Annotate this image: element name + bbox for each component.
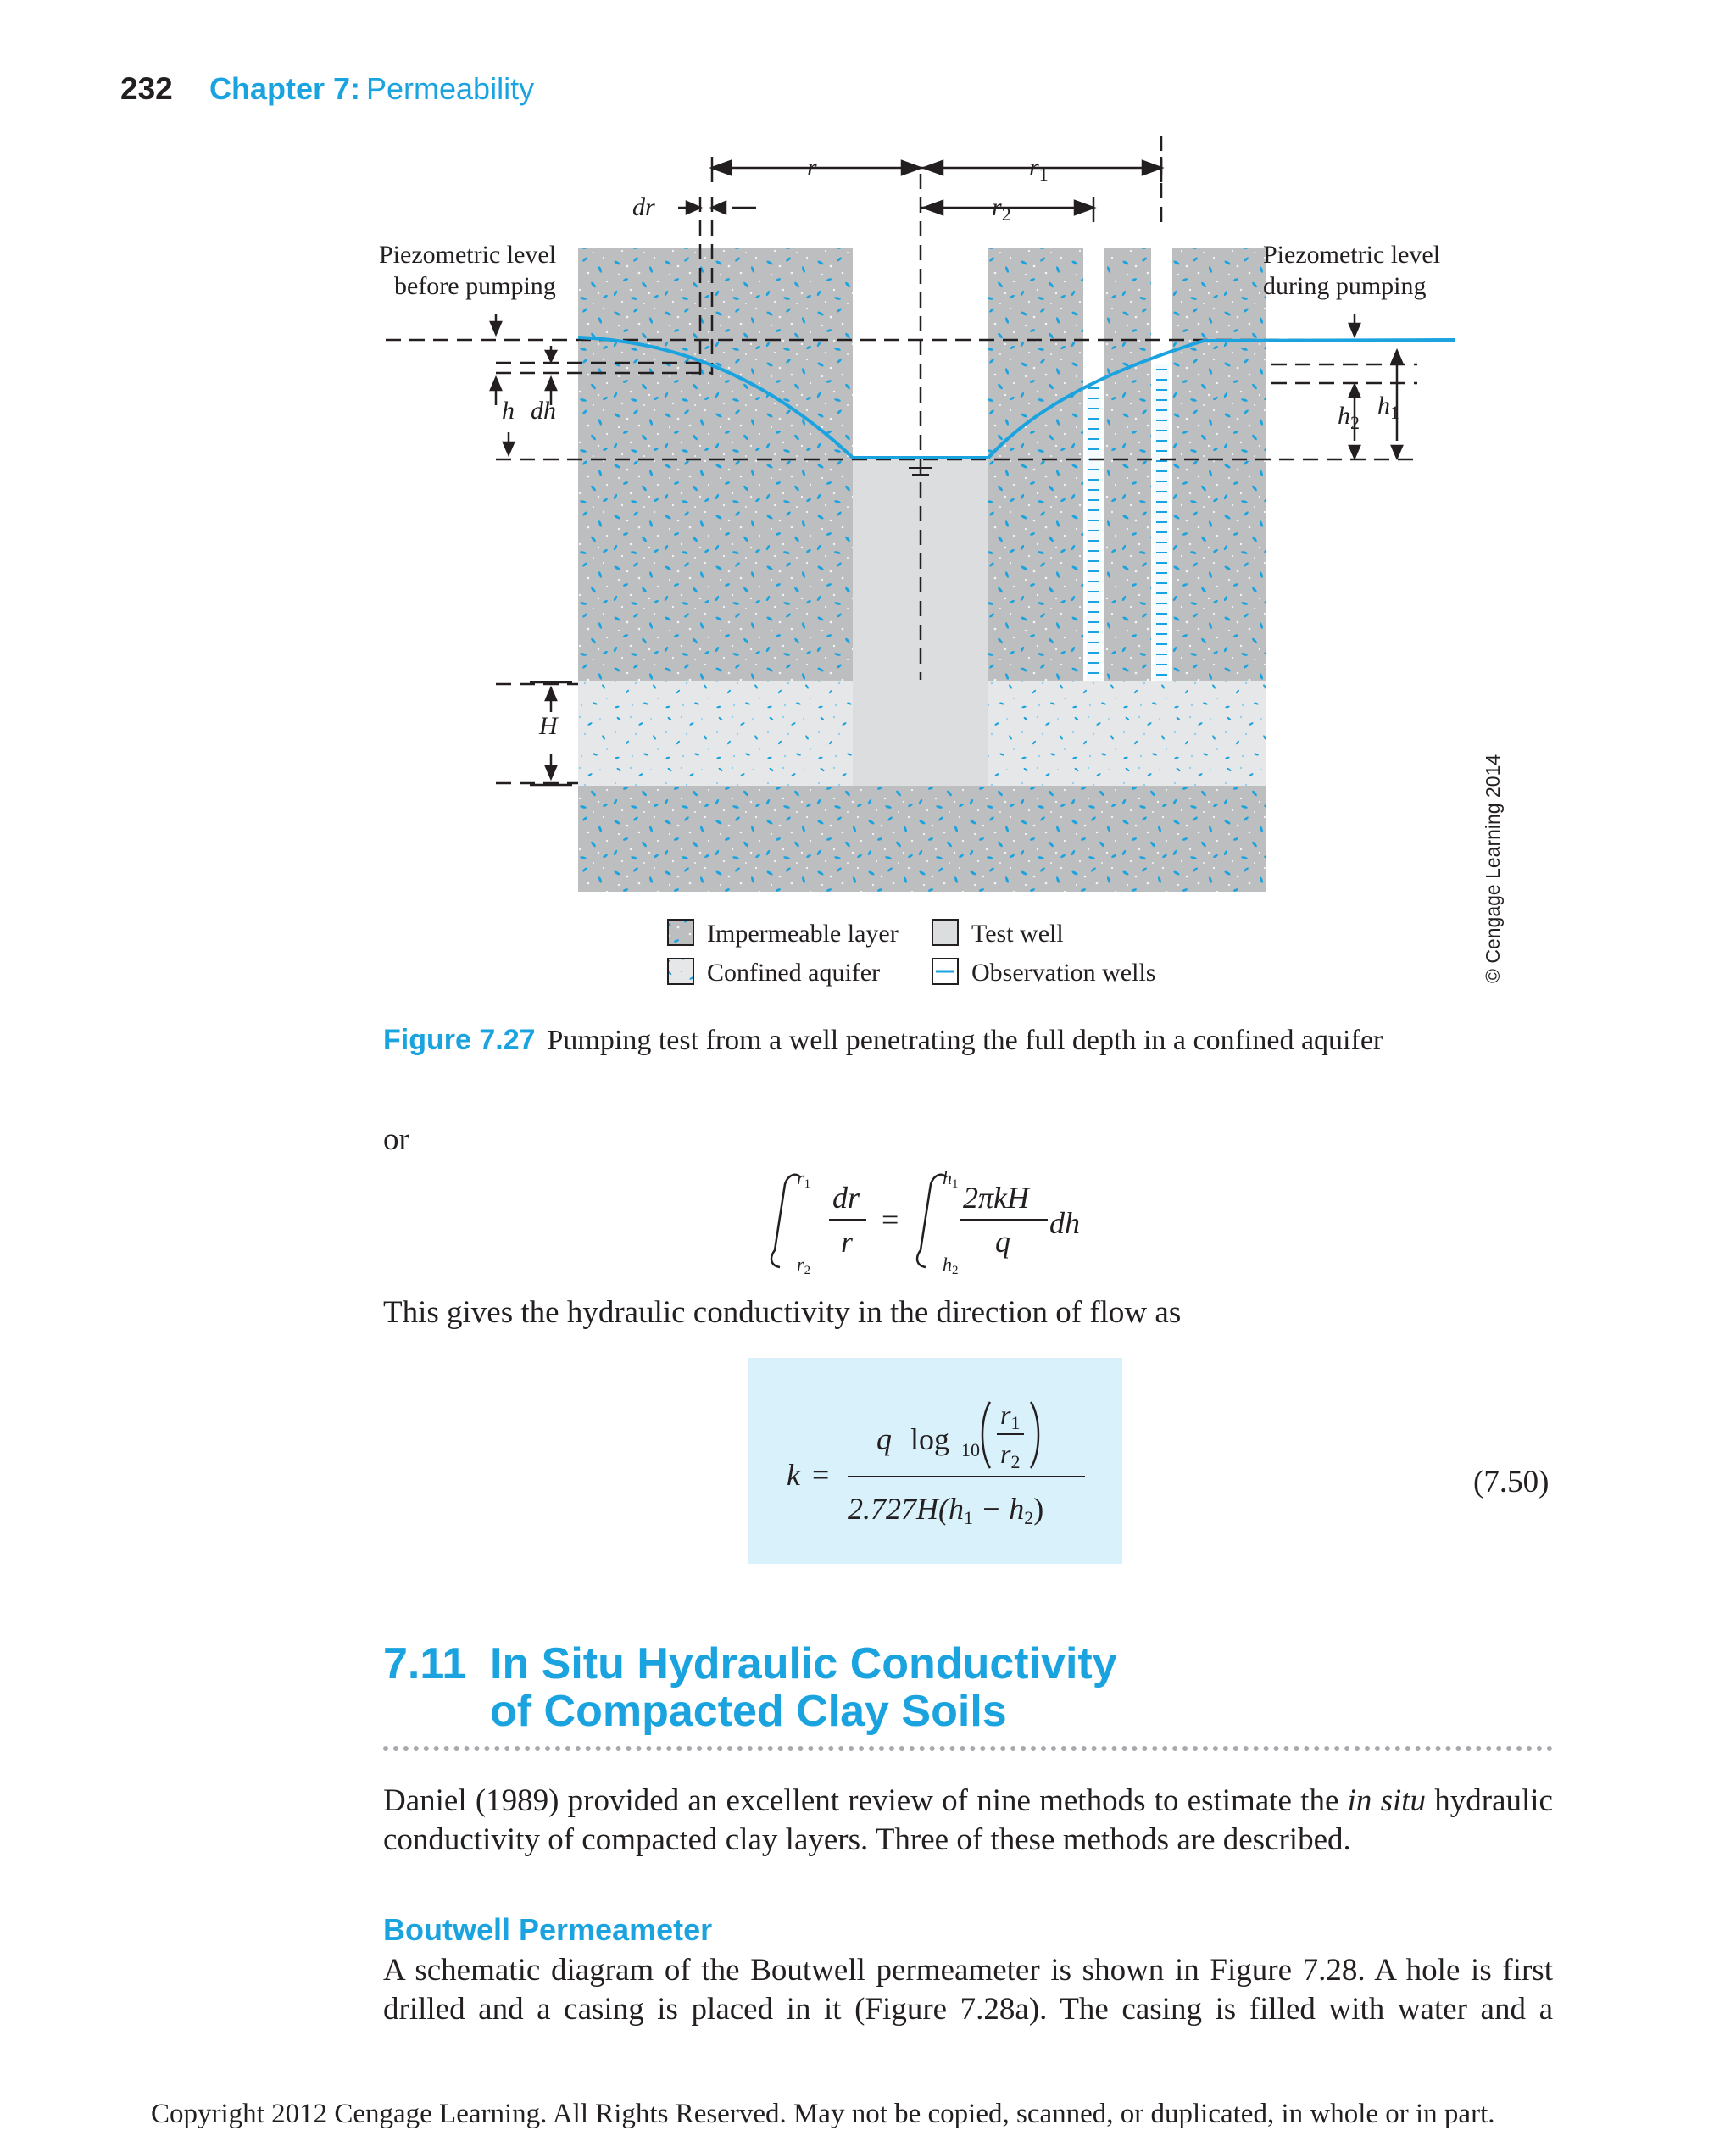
label-r1: $r_1$ [1029,153,1049,185]
label-h1: $h_1$ [1377,392,1399,423]
svg-text:2.727H(h1 − h2): 2.727H(h1 − h2) [848,1492,1044,1528]
section-title-line-2: of Compacted Clay Soils [490,1687,1007,1736]
label-dh: dh [531,397,556,425]
label-H: H [539,712,558,740]
paragraph-daniel: Daniel (1989) provided an excellent review of nine methods to estimate the in situ hydraulic conductivity of compacted clay layers. Three of these methods are described. [383,1783,1553,1857]
section-title-line-1: In Situ Hydraulic Conductivity [490,1639,1117,1688]
figure-caption [383,1024,1383,1057]
legend-label-observation: Observation wells [971,959,1156,987]
k-equation [748,1358,1122,1564]
equation-number: (7.50) [1473,1465,1550,1499]
svg-text:h2: h2 [943,1254,959,1276]
label-r: r [807,153,817,181]
label-piezometric-during-2: during pumping [1263,272,1427,300]
section-heading [383,1640,1117,1735]
legend-label-aquifer: Confined aquifer [707,959,881,987]
eq-int-num1: dr [832,1181,860,1215]
svg-text:q: q [995,1225,1010,1259]
soil-layers [578,248,1266,892]
or-text: or [383,1122,409,1157]
svg-text:q: q [876,1422,892,1456]
figure-7-27 [0,0,1736,1068]
svg-text:dh: dh [1049,1206,1080,1240]
label-h: h [502,397,515,425]
label-r2: $r_2$ [992,193,1011,225]
section-divider [383,1746,1553,1751]
legend-label-test-well: Test well [971,920,1064,948]
label-piezometric-during-1: Piezometric level [1263,241,1441,269]
chapter-label: Chapter 7: [209,71,361,106]
subsection-heading: Boutwell Permeameter [383,1912,713,1947]
svg-text:r2: r2 [797,1254,811,1276]
upper-impermeable-layer-right [988,248,1266,681]
svg-text:r1: r1 [797,1167,811,1191]
section-number: 7.11 [383,1639,467,1688]
page-number: 232 [120,71,173,106]
figure-caption-label: Figure 7.27 [383,1024,536,1056]
integral-equation [763,1165,1119,1276]
svg-text:k: k [787,1458,800,1492]
copyright-footer: Copyright 2012 Cengage Learning. All Rights Reserved. May not be copied, scanned, or duplicated, in whole or in part. [151,2099,1495,2129]
svg-text:r1: r1 [1000,1399,1021,1433]
svg-text:2πkH: 2πkH [963,1181,1030,1215]
svg-text:10: 10 [961,1439,980,1460]
equation-box [748,1358,1122,1564]
svg-text:=: = [812,1458,830,1492]
legend [668,920,1155,987]
svg-text:r2: r2 [1000,1438,1021,1472]
svg-text:log: log [910,1422,950,1456]
lower-impermeable-layer [578,786,1266,892]
paragraph-boutwell: A schematic diagram of the Boutwell permeameter is shown in Figure 7.28. A hole is first drilled and a casing is placed in it (Figure 7.28a). The casing is filled with water and a [383,1953,1553,2027]
label-dr: dr [632,193,655,221]
figure-credit: © Cengage Learning 2014 [1482,754,1504,983]
figure-caption-text: Pumping test from a well penetrating the full depth in a confined aquifer [547,1025,1383,1056]
chapter-title: Permeability [366,71,535,106]
legend-swatch-test-well [932,920,958,945]
legend-swatch-impermeable [668,920,693,945]
label-piezometric-before-2: before pumping [394,272,556,300]
label-h2: $h_2$ [1338,402,1360,433]
gives-text: This gives the hydraulic conductivity in the direction of flow as [383,1295,1182,1330]
svg-text:r: r [841,1225,854,1259]
legend-swatch-aquifer [668,959,693,984]
svg-text:=: = [882,1203,899,1237]
legend-label-impermeable: Impermeable layer [707,920,899,948]
svg-text:h1: h1 [943,1167,959,1191]
label-piezometric-before-1: Piezometric level [379,241,557,269]
